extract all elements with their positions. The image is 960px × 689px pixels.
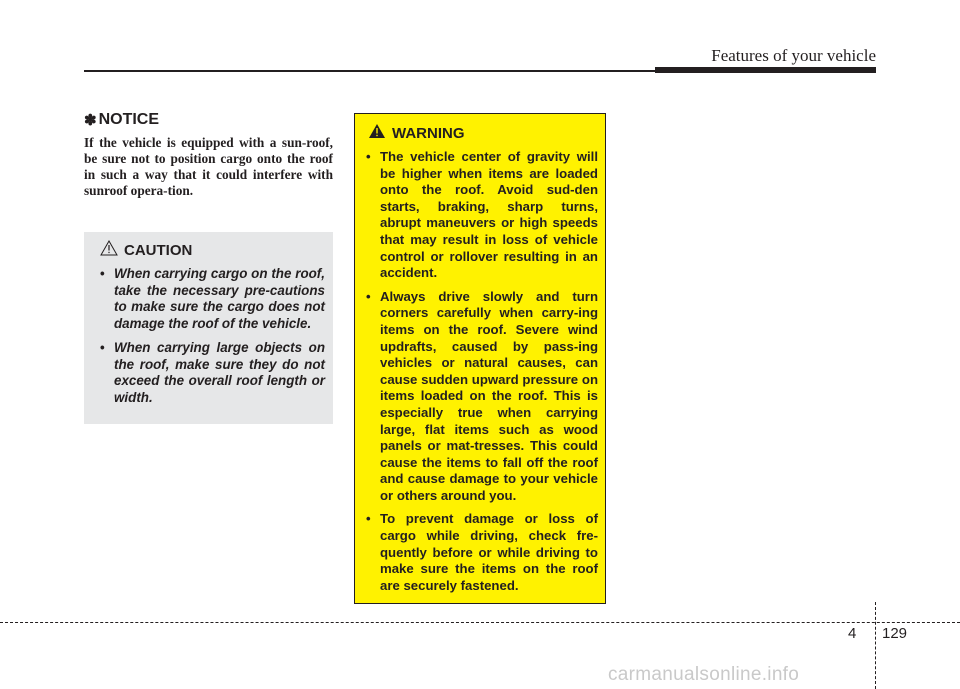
warning-item: • The vehicle center of gravity will be higher when items are loaded onto the roof. Avoid sud-den starts, braking, sharp turns, abrupt maneuvers or high speeds that may result in loss of vehicle control or rollover resulting in an accident. — [362, 149, 598, 282]
section-title: Features of your vehicle — [711, 46, 876, 65]
header-rule-accent — [655, 67, 876, 73]
warning-item: • To prevent damage or loss of cargo while driving, check fre-quently before or while driving to make sure the items on the roof are securely fastened. — [362, 511, 598, 594]
caution-item: • When carrying large objects on the roof, make sure they do not exceed the overall roof length or width. — [96, 340, 325, 406]
watermark: carmanualsonline.info — [608, 664, 800, 685]
warning-list — [362, 149, 598, 594]
caution-heading — [100, 240, 325, 260]
chapter-number: 4 — [848, 625, 857, 642]
footer-rule — [0, 622, 960, 623]
caution-list — [96, 266, 325, 406]
caution-box — [84, 232, 333, 424]
page-number: 129 — [882, 625, 908, 642]
warning-triangle-outline-icon — [100, 240, 118, 260]
warning-box — [354, 113, 606, 604]
notice-body: If the vehicle is equipped with a sun-roof, be sure not to position cargo onto the roof in such a way that it could interfere with sunroof opera-tion. — [84, 135, 333, 198]
notice-block — [84, 111, 333, 199]
footer-divider — [875, 602, 876, 689]
warning-triangle-filled-icon — [368, 123, 386, 143]
warning-item: • Always drive slowly and turn corners carefully when carry-ing items on the roof. Severe wind updrafts, caused by pass-ing vehicles or natural causes, can cause sudden upward pressure on items loaded on the roof. This is especially true when carrying large, flat items such as wood panels or mat-tresses. This could cause the items to fall off the roof and cause damage to your vehicle or others around you. — [362, 289, 598, 505]
warning-title: WARNING — [392, 124, 465, 142]
header-rule — [84, 70, 659, 72]
notice-symbol: ✽ — [84, 112, 97, 129]
caution-item: • When carrying cargo on the roof, take the necessary pre-cautions to make sure the cargo does not damage the roof of the vehicle. — [96, 266, 325, 332]
notice-title: NOTICE — [98, 111, 160, 128]
notice-heading — [84, 111, 333, 129]
caution-title: CAUTION — [124, 241, 193, 259]
warning-heading — [368, 123, 598, 143]
